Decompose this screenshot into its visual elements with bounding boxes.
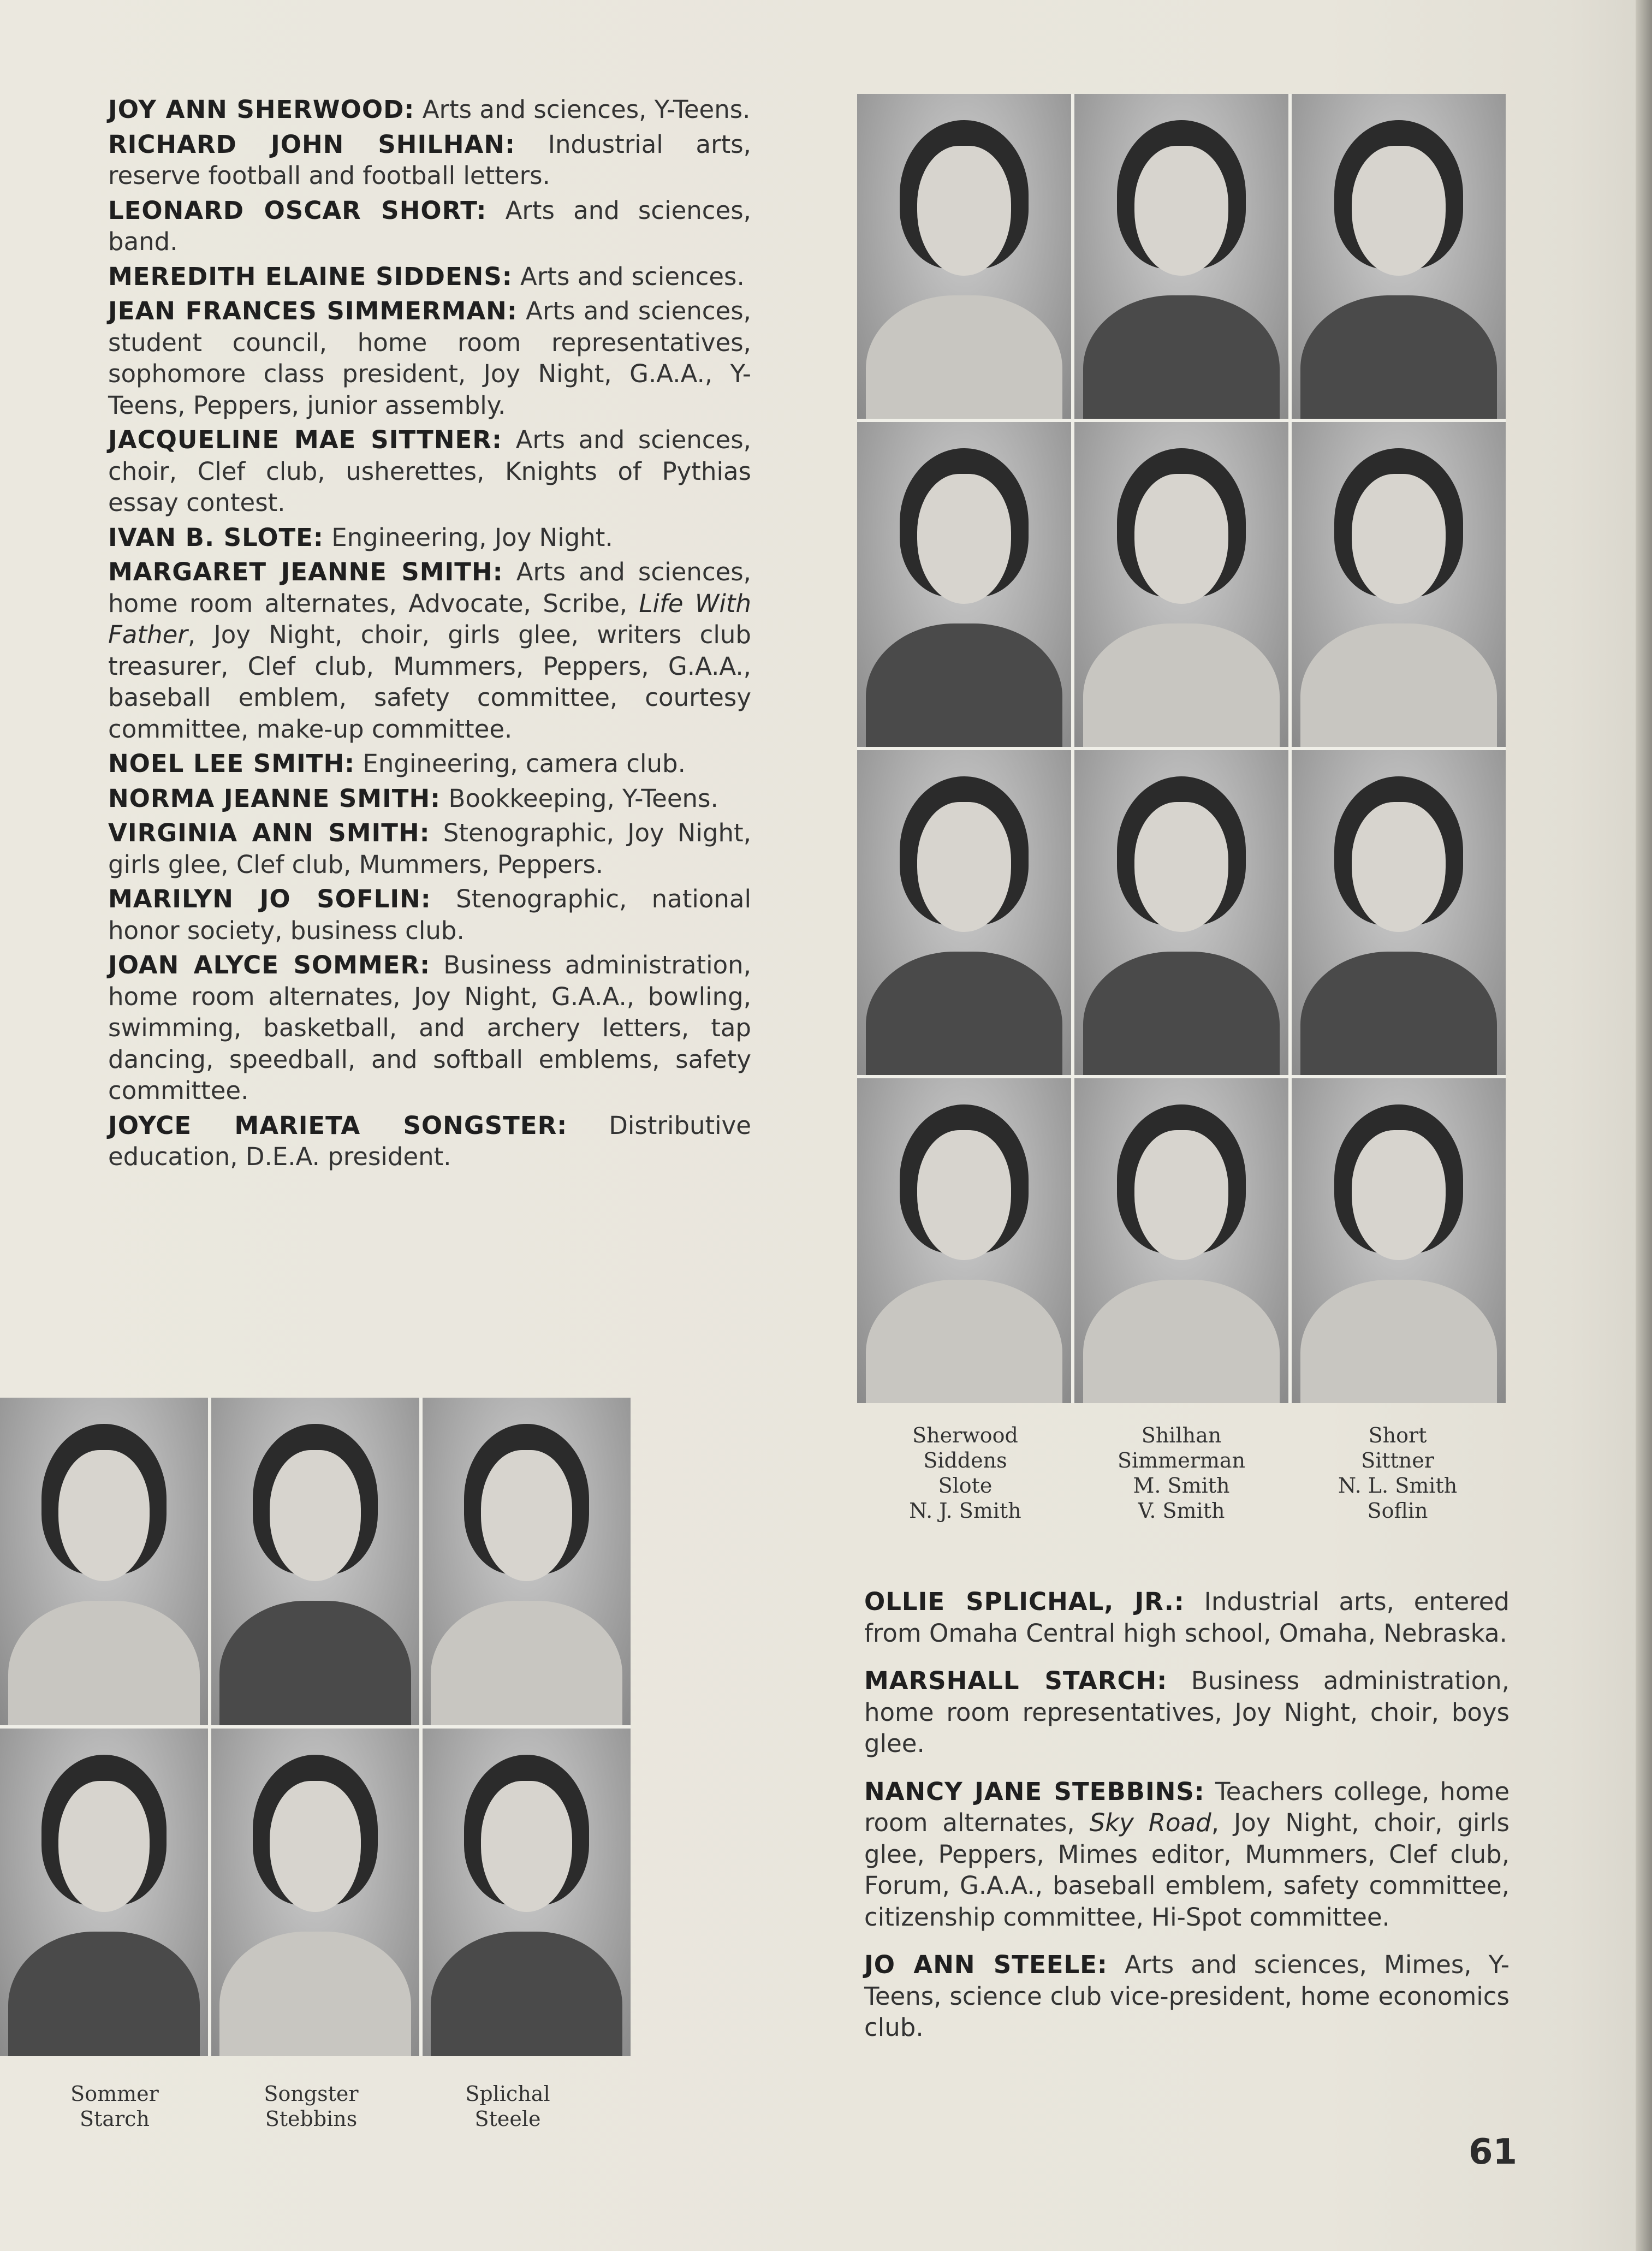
student-bio (108, 949, 751, 1107)
caption-name: Soflin (1367, 1499, 1428, 1523)
portrait-body (1083, 1280, 1280, 1403)
student-name: JOAN ALYCE SOMMER: (108, 951, 431, 979)
student-activities: Business administration, home room representatives, Joy Night, choir, boys glee. (864, 1666, 1510, 1758)
portrait-body (866, 623, 1063, 747)
caption-column (409, 2081, 606, 2131)
portrait-body (219, 1601, 411, 1725)
student-bio (108, 195, 751, 258)
caption-column (16, 2081, 213, 2131)
student-name: OLLIE SPLICHAL, JR.: (864, 1587, 1185, 1616)
student-name: NOEL LEE SMITH: (108, 749, 355, 778)
bios-left-column (108, 94, 751, 1176)
portrait-body (1300, 1280, 1498, 1403)
student-bio (864, 1665, 1510, 1760)
portrait-body (1083, 952, 1280, 1075)
student-portrait-photo (1292, 1078, 1506, 1403)
portrait-face (1352, 146, 1446, 276)
portrait-body (431, 1601, 622, 1725)
caption-name: Splichal (465, 2082, 550, 2106)
portrait-face (1134, 474, 1228, 604)
student-name: JEAN FRANCES SIMMERMAN: (108, 296, 518, 325)
portrait-body (866, 295, 1063, 419)
portrait-face (1134, 146, 1228, 276)
portrait-face (1352, 802, 1446, 932)
student-portrait-photo (1292, 94, 1506, 419)
caption-column (857, 1423, 1073, 1523)
student-bio (108, 522, 751, 554)
caption-name: M. Smith (1133, 1474, 1230, 1498)
student-activities: Arts and sciences. (512, 262, 745, 291)
student-activities: Stenographic, Joy Night, girls glee, Clef club, Mummers, Peppers. (108, 818, 752, 879)
portrait-face (917, 1130, 1011, 1260)
student-bio (108, 261, 751, 293)
portrait-body (219, 1932, 411, 2056)
portrait-body (431, 1932, 622, 2056)
student-name: JOYCE MARIETA SONGSTER: (108, 1110, 568, 1140)
caption-name: Slote (938, 1474, 993, 1498)
portrait-face (917, 802, 1011, 932)
student-portrait-photo (423, 1729, 631, 2056)
caption-column (1073, 1423, 1289, 1523)
portrait-face (58, 1781, 150, 1912)
student-activities: Arts and sciences, Mimes, Y-Teens, science club vice-president, home economics club. (864, 1950, 1510, 2042)
portrait-body (8, 1932, 200, 2056)
student-bio (108, 1110, 751, 1173)
portrait-body (8, 1601, 200, 1725)
student-bio (864, 1586, 1510, 1649)
student-name: MARILYN JO SOFLIN: (108, 884, 431, 913)
student-portrait-photo (1074, 422, 1288, 747)
portrait-face (1352, 474, 1446, 604)
student-activities-continued: , Joy Night, choir, girls glee, writers club treasurer, Clef club, Mummers, Peppers, G.A.A., baseball emblem, safety committee, courtesy committee, make-up committee. (108, 620, 751, 744)
student-name: MARSHALL STARCH: (864, 1666, 1168, 1695)
italic-title: Sky Road (1089, 1808, 1211, 1837)
caption-name: N. L. Smith (1338, 1474, 1458, 1498)
caption-name: Stebbins (265, 2107, 358, 2131)
photo-captions-right (857, 1423, 1506, 1523)
portrait-face (917, 146, 1011, 276)
student-activities: Stenographic, national honor society, business club. (108, 884, 751, 945)
portrait-face (917, 474, 1011, 604)
portrait-body (1083, 623, 1280, 747)
caption-name: Sittner (1361, 1448, 1434, 1472)
book-binding-edge (1636, 0, 1652, 2251)
caption-name: Sommer (70, 2082, 159, 2106)
portrait-face (1352, 1130, 1446, 1260)
caption-name: N. J. Smith (909, 1499, 1021, 1523)
student-activities: Teachers college, home room alternates, (864, 1777, 1510, 1837)
portrait-body (1083, 295, 1280, 419)
student-portrait-photo (211, 1729, 419, 2056)
student-activities: Arts and sciences, home room alternates, Advocate, Scribe, (108, 557, 751, 618)
student-portrait-photo (1074, 1078, 1288, 1403)
student-bio (108, 748, 751, 780)
student-name: MARGARET JEANNE SMITH: (108, 557, 503, 586)
caption-name: Short (1368, 1423, 1427, 1447)
portrait-body (1300, 295, 1498, 419)
student-bio (108, 129, 751, 192)
photo-grid-right (857, 94, 1506, 1403)
student-bio (108, 783, 751, 815)
student-activities: Bookkeeping, Y-Teens. (441, 783, 718, 813)
page-number: 61 (1469, 2132, 1518, 2172)
student-activities: Industrial arts, entered from Omaha Central high school, Omaha, Nebraska. (864, 1587, 1510, 1648)
student-activities: Arts and sciences, choir, Clef club, usherettes, Knights of Pythias essay contest. (108, 425, 751, 517)
student-portrait-photo (857, 1078, 1071, 1403)
student-bio (108, 94, 751, 126)
portrait-body (1300, 623, 1498, 747)
student-portrait-photo (857, 750, 1071, 1075)
portrait-face (481, 1450, 573, 1581)
photo-grid-left (0, 1398, 631, 2056)
caption-name: Steele (474, 2107, 541, 2131)
student-name: NORMA JEANNE SMITH: (108, 783, 441, 813)
student-bio (864, 1776, 1510, 1933)
student-activities: Arts and sciences, student council, home room representatives, sophomore class president, Joy Night, G.A.A., Y-Teens, Peppers, junior assembly. (108, 296, 751, 420)
student-name: MEREDITH ELAINE SIDDENS: (108, 262, 513, 291)
student-activities: Business administration, home room alternates, Joy Night, G.A.A., bowling, swimming, basketball, and archery letters, tap dancing, speedball, and softball emblems, safety committee. (108, 951, 751, 1105)
student-bio (108, 883, 751, 946)
student-activities: Arts and sciences, band. (108, 195, 751, 256)
caption-name: Shilhan (1141, 1423, 1222, 1447)
student-portrait-photo (1292, 422, 1506, 747)
student-portrait-photo (0, 1729, 208, 2056)
student-name: JO ANN STEELE: (864, 1950, 1108, 1979)
italic-title: Life With Father (108, 589, 751, 649)
portrait-face (270, 1781, 361, 1912)
portrait-face (58, 1450, 150, 1581)
caption-name: Sherwood (912, 1423, 1018, 1447)
bios-right-column (864, 1586, 1510, 2060)
student-portrait-photo (857, 422, 1071, 747)
student-name: JACQUELINE MAE SITTNER: (108, 425, 502, 454)
portrait-face (270, 1450, 361, 1581)
student-name: LEONARD OSCAR SHORT: (108, 195, 487, 225)
student-portrait-photo (211, 1398, 419, 1725)
portrait-body (866, 1280, 1063, 1403)
student-portrait-photo (0, 1398, 208, 1725)
caption-name: V. Smith (1138, 1499, 1225, 1523)
student-name: IVAN B. SLOTE: (108, 522, 324, 552)
student-activities: Engineering, Joy Night. (323, 522, 613, 552)
student-activities: Engineering, camera club. (355, 749, 686, 778)
student-bio (108, 556, 751, 745)
caption-name: Songster (264, 2082, 359, 2106)
student-activities-continued: , Joy Night, choir, girls glee, Peppers, Mimes editor, Mummers, Clef club, Forum, G.A.A., baseball emblem, safety committee, citizenship committee, Hi-Spot committee. (864, 1808, 1510, 1932)
caption-column (1289, 1423, 1506, 1523)
student-portrait-photo (1292, 750, 1506, 1075)
student-activities: Arts and sciences, Y-Teens. (414, 95, 751, 124)
student-portrait-photo (857, 94, 1071, 419)
student-name: JOY ANN SHERWOOD: (108, 95, 415, 124)
student-portrait-photo (1074, 750, 1288, 1075)
caption-name: Starch (80, 2107, 150, 2131)
portrait-body (1300, 952, 1498, 1075)
portrait-face (481, 1781, 573, 1912)
student-name: RICHARD JOHN SHILHAN: (108, 129, 516, 159)
portrait-face (1134, 1130, 1228, 1260)
student-portrait-photo (1074, 94, 1288, 419)
student-bio (864, 1949, 1510, 2044)
student-activities: Industrial arts, reserve football and football letters. (108, 129, 751, 190)
student-bio (108, 817, 751, 880)
caption-name: Simmerman (1117, 1448, 1246, 1472)
student-portrait-photo (423, 1398, 631, 1725)
student-name: VIRGINIA ANN SMITH: (108, 818, 430, 847)
student-bio (108, 424, 751, 519)
portrait-body (866, 952, 1063, 1075)
student-name: NANCY JANE STEBBINS: (864, 1777, 1205, 1806)
photo-captions-left (16, 2081, 606, 2131)
portrait-face (1134, 802, 1228, 932)
student-activities: Distributive education, D.E.A. president. (108, 1110, 751, 1171)
student-bio (108, 295, 751, 421)
caption-column (213, 2081, 409, 2131)
caption-name: Siddens (923, 1448, 1007, 1472)
